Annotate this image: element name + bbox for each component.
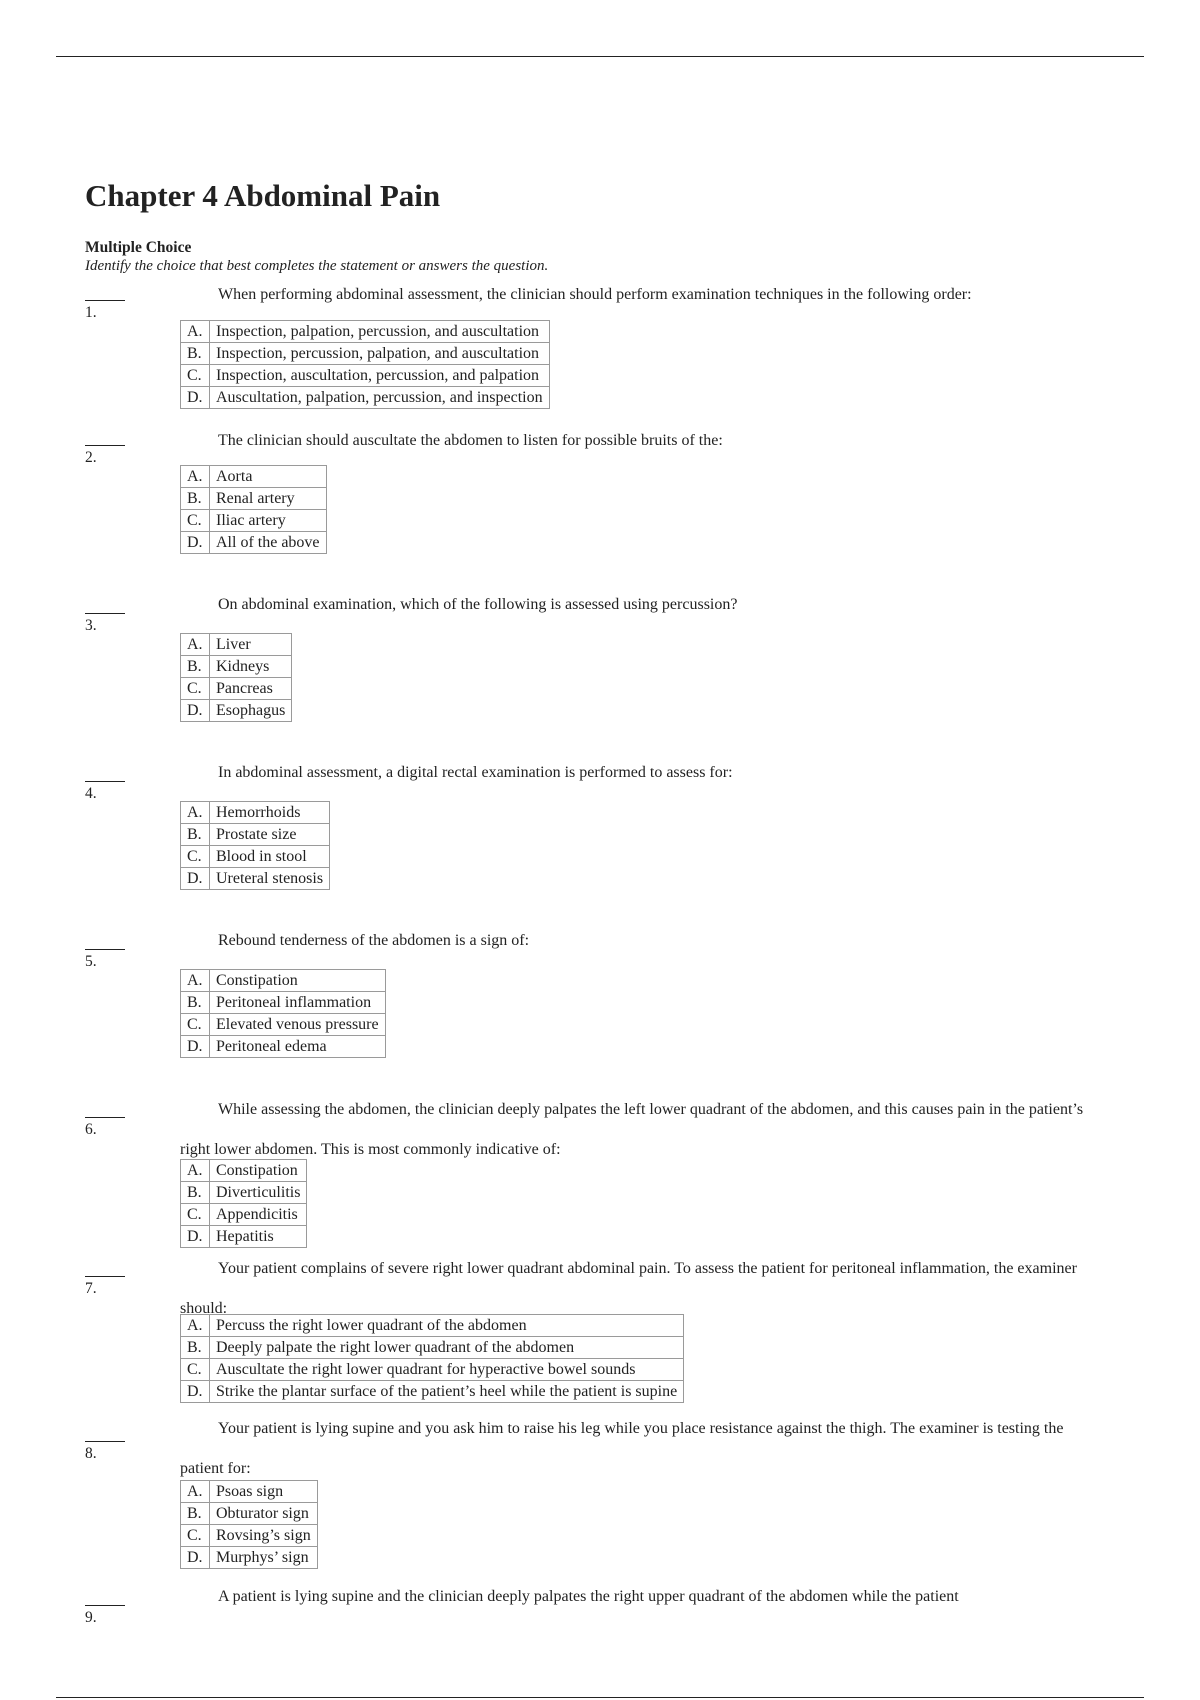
choices-table xyxy=(180,465,327,554)
answer-blank[interactable] xyxy=(85,300,125,301)
question-text: Your patient complains of severe right lower quadrant abdominal pain. To assess the patient for peritoneal inflammation, the examiner should: xyxy=(180,1260,1077,1317)
question-number: 2. xyxy=(85,445,125,466)
choice-text: Appendicitis xyxy=(210,1204,307,1226)
answer-blank[interactable] xyxy=(85,1117,125,1118)
choice-letter: C. xyxy=(181,846,210,868)
choice-text: Renal artery xyxy=(210,488,327,510)
choice-row xyxy=(181,510,327,532)
choice-row xyxy=(181,1481,318,1503)
choice-letter: A. xyxy=(181,802,210,824)
choices-table xyxy=(180,1314,684,1403)
choice-text: Peritoneal inflammation xyxy=(210,992,386,1014)
choices-table xyxy=(180,1159,307,1248)
choice-letter: D. xyxy=(181,700,210,722)
choice-text: Auscultate the right lower quadrant for hyperactive bowel sounds xyxy=(210,1359,684,1381)
choice-row xyxy=(181,1547,318,1569)
choice-text: Auscultation, palpation, percussion, and inspection xyxy=(210,387,550,409)
choice-letter: C. xyxy=(181,510,210,532)
choice-letter: D. xyxy=(181,868,210,890)
question-text: On abdominal examination, which of the following is assessed using percussion? xyxy=(218,596,738,613)
choice-row xyxy=(181,343,550,365)
choice-row xyxy=(181,970,386,992)
question-number: 1. xyxy=(85,300,125,321)
choice-text: Hemorrhoids xyxy=(210,802,330,824)
footer-rule xyxy=(56,1697,1144,1698)
choice-row xyxy=(181,488,327,510)
question-number: 3. xyxy=(85,613,125,634)
choice-text: Hepatitis xyxy=(210,1226,307,1248)
choice-text: All of the above xyxy=(210,532,327,554)
header-rule xyxy=(56,56,1144,57)
choice-row xyxy=(181,700,292,722)
question-number: 4. xyxy=(85,781,125,802)
choice-row xyxy=(181,1315,684,1337)
choice-row xyxy=(181,387,550,409)
question-number: 8. xyxy=(85,1441,125,1462)
choice-text: Kidneys xyxy=(210,656,292,678)
choice-letter: D. xyxy=(181,1036,210,1058)
choice-text: Pancreas xyxy=(210,678,292,700)
choice-letter: C. xyxy=(181,1014,210,1036)
choice-letter: D. xyxy=(181,532,210,554)
answer-blank[interactable] xyxy=(85,613,125,614)
choice-text: Iliac artery xyxy=(210,510,327,532)
choice-text: Elevated venous pressure xyxy=(210,1014,386,1036)
choice-row xyxy=(181,824,330,846)
choice-letter: A. xyxy=(181,970,210,992)
choice-row xyxy=(181,1525,318,1547)
choice-text: Psoas sign xyxy=(210,1481,318,1503)
instructions: Identify the choice that best completes the statement or answers the question. xyxy=(85,258,549,274)
choice-text: Obturator sign xyxy=(210,1503,318,1525)
choices-table xyxy=(180,1480,318,1569)
question-text: The clinician should auscultate the abdomen to listen for possible bruits of the: xyxy=(218,432,723,449)
choice-letter: C. xyxy=(181,1204,210,1226)
choices-table xyxy=(180,969,386,1058)
answer-blank[interactable] xyxy=(85,445,125,446)
choices-table xyxy=(180,801,330,890)
choice-letter: A. xyxy=(181,466,210,488)
choice-text: Strike the plantar surface of the patient’s heel while the patient is supine xyxy=(210,1381,684,1403)
choice-text: Aorta xyxy=(210,466,327,488)
choice-letter: B. xyxy=(181,992,210,1014)
choice-row xyxy=(181,365,550,387)
question-number: 6. xyxy=(85,1117,125,1138)
choice-row xyxy=(181,1226,307,1248)
choice-text: Percuss the right lower quadrant of the abdomen xyxy=(210,1315,684,1337)
answer-blank[interactable] xyxy=(85,1441,125,1442)
choice-letter: B. xyxy=(181,1182,210,1204)
choice-letter: B. xyxy=(181,1503,210,1525)
choice-letter: A. xyxy=(181,634,210,656)
choices-table xyxy=(180,320,550,409)
choice-text: Inspection, percussion, palpation, and auscultation xyxy=(210,343,550,365)
answer-blank[interactable] xyxy=(85,1605,125,1606)
choice-text: Murphys’ sign xyxy=(210,1547,318,1569)
choice-row xyxy=(181,868,330,890)
choice-text: Constipation xyxy=(210,970,386,992)
choice-row xyxy=(181,1337,684,1359)
choice-letter: C. xyxy=(181,678,210,700)
choice-row xyxy=(181,678,292,700)
choice-text: Blood in stool xyxy=(210,846,330,868)
question-text: Your patient is lying supine and you ask him to raise his leg while you place resistance against the thigh. The examiner is testing the patient for: xyxy=(180,1420,1064,1477)
choice-letter: A. xyxy=(181,1315,210,1337)
question-number: 7. xyxy=(85,1276,125,1297)
question-text: Rebound tenderness of the abdomen is a sign of: xyxy=(218,932,530,949)
answer-blank[interactable] xyxy=(85,949,125,950)
choice-text: Peritoneal edema xyxy=(210,1036,386,1058)
choice-row xyxy=(181,846,330,868)
choice-letter: A. xyxy=(181,1481,210,1503)
choice-text: Diverticulitis xyxy=(210,1182,307,1204)
choice-row xyxy=(181,1204,307,1226)
choice-row xyxy=(181,1160,307,1182)
question-text: While assessing the abdomen, the clinician deeply palpates the left lower quadrant of the abdomen, and this causes pain in the patient’s right lower abdomen. This is most commonly indicative of: xyxy=(180,1101,1084,1158)
choice-row xyxy=(181,532,327,554)
choice-row xyxy=(181,1359,684,1381)
choice-row xyxy=(181,466,327,488)
choice-letter: A. xyxy=(181,321,210,343)
choice-row xyxy=(181,1503,318,1525)
choice-text: Inspection, auscultation, percussion, and palpation xyxy=(210,365,550,387)
section-title: Multiple Choice xyxy=(85,239,192,256)
answer-blank[interactable] xyxy=(85,781,125,782)
question-text: In abdominal assessment, a digital rectal examination is performed to assess for: xyxy=(218,764,733,781)
question-text: When performing abdominal assessment, the clinician should perform examination techniques in the following order: xyxy=(218,286,972,303)
choice-letter: B. xyxy=(181,488,210,510)
choice-text: Deeply palpate the right lower quadrant of the abdomen xyxy=(210,1337,684,1359)
choice-letter: B. xyxy=(181,343,210,365)
choice-text: Constipation xyxy=(210,1160,307,1182)
choice-row xyxy=(181,656,292,678)
choice-text: Prostate size xyxy=(210,824,330,846)
choice-letter: C. xyxy=(181,1525,210,1547)
choice-letter: A. xyxy=(181,1160,210,1182)
choice-letter: C. xyxy=(181,1359,210,1381)
choice-row xyxy=(181,321,550,343)
choice-letter: B. xyxy=(181,1337,210,1359)
question-text: A patient is lying supine and the clinician deeply palpates the right upper quadrant of the abdomen while the patient xyxy=(218,1588,959,1605)
choice-text: Esophagus xyxy=(210,700,292,722)
answer-blank[interactable] xyxy=(85,1276,125,1277)
choice-letter: B. xyxy=(181,656,210,678)
choice-letter: C. xyxy=(181,365,210,387)
choice-letter: D. xyxy=(181,1381,210,1403)
choice-row xyxy=(181,1014,386,1036)
choice-letter: D. xyxy=(181,1226,210,1248)
choice-row xyxy=(181,1182,307,1204)
choice-row xyxy=(181,1036,386,1058)
choice-letter: B. xyxy=(181,824,210,846)
choice-text: Liver xyxy=(210,634,292,656)
choice-text: Ureteral stenosis xyxy=(210,868,330,890)
choice-letter: D. xyxy=(181,1547,210,1569)
choice-row xyxy=(181,802,330,824)
question-number: 5. xyxy=(85,949,125,970)
choice-text: Inspection, palpation, percussion, and auscultation xyxy=(210,321,550,343)
page-title: Chapter 4 Abdominal Pain xyxy=(85,178,441,213)
choice-text: Rovsing’s sign xyxy=(210,1525,318,1547)
choice-letter: D. xyxy=(181,387,210,409)
choices-table xyxy=(180,633,292,722)
choice-row xyxy=(181,1381,684,1403)
choice-row xyxy=(181,634,292,656)
question-number: 9. xyxy=(85,1605,125,1626)
choice-row xyxy=(181,992,386,1014)
